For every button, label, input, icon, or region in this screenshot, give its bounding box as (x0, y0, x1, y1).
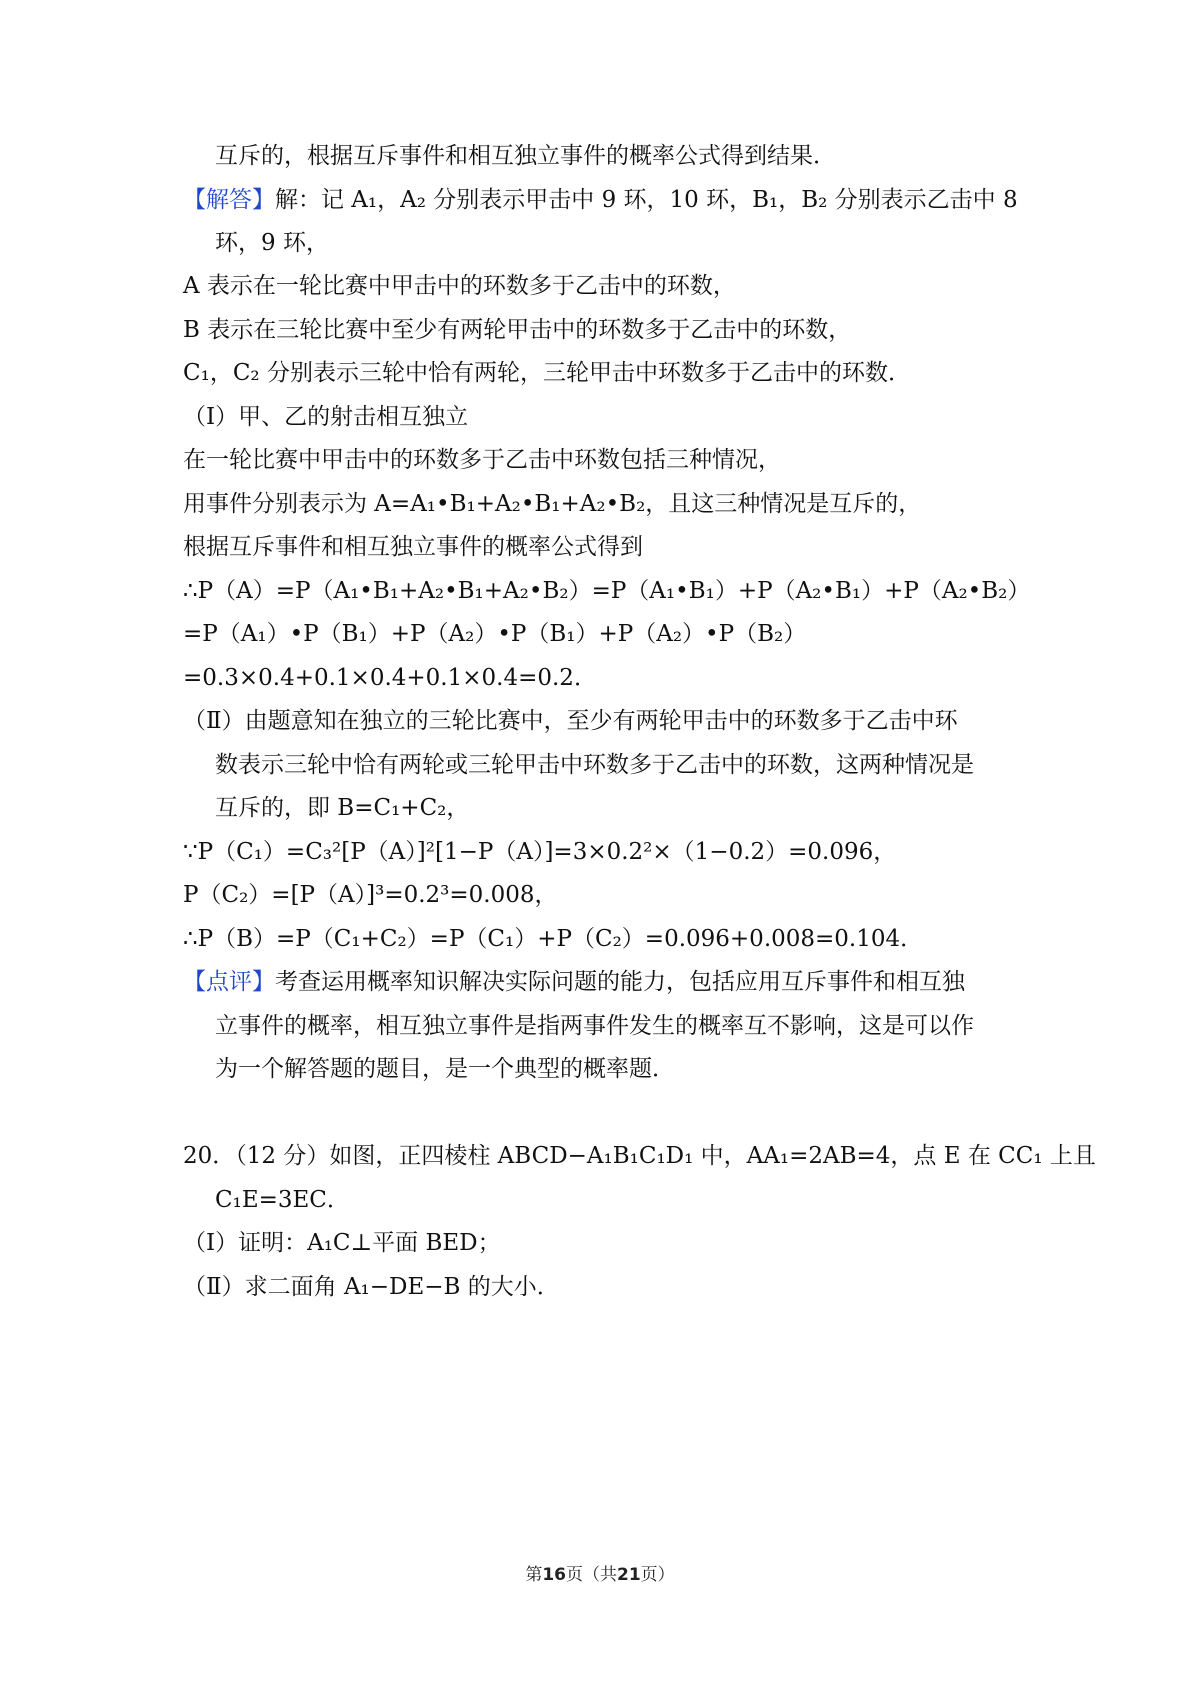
solution-line-8: 根据互斥事件和相互独立事件的概率公式得到 (183, 534, 643, 560)
comment-line-1: 【点评】考查运用概率知识解决实际问题的能力，包括应用互斥事件和相互独 (183, 969, 965, 995)
formula-line-5: P（C₂）=[P（A）]³=0.2³=0.008， (183, 882, 558, 908)
solution-tag: 【解答】 (183, 187, 275, 213)
formula-line-6: ∴P（B）=P（C₁+C₂）=P（C₁）+P（C₂）=0.096+0.008=0.104． (183, 926, 924, 952)
comment-tag: 【点评】 (183, 969, 275, 995)
solution-line-7: 用事件分别表示为 A=A₁•B₁+A₂•B₁+A₂•B₂，且这三种情况是互斥的， (183, 491, 922, 517)
analysis-continuation: 互斥的，根据互斥事件和相互独立事件的概率公式得到结果． (215, 143, 836, 169)
question-20-line-2: C₁E=3EC． (215, 1187, 350, 1213)
solution-line-1: 【解答】解：记 A₁，A₂ 分别表示甲击中 9 环，10 环，B₁，B₂ 分别表示乙击中 8 (183, 187, 1018, 213)
solution-line-4: B 表示在三轮比赛中至少有两轮甲击中的环数多于乙击中的环数， (183, 317, 852, 343)
current-page-number: 16 (542, 1565, 566, 1585)
formula-line-3: =0.3×0.4+0.1×0.4+0.1×0.4=0.2． (183, 665, 597, 691)
question-20-line-1: 20．（12 分）如图，正四棱柱 ABCD−A₁B₁C₁D₁ 中，AA₁=2AB=4，点 E 在 CC₁ 上且 (183, 1143, 1096, 1169)
part-2-line-2: 数表示三轮中恰有两轮或三轮甲击中环数多于乙击中的环数，这两种情况是 (215, 752, 974, 778)
solution-line-6: 在一轮比赛中甲击中的环数多于乙击中环数包括三种情况， (183, 447, 781, 473)
comment-line-2: 立事件的概率，相互独立事件是指两事件发生的概率互不影响，这是可以作 (215, 1013, 974, 1039)
total-page-number: 21 (617, 1565, 641, 1585)
part-1-heading: （Ⅰ）甲、乙的射击相互独立 (183, 404, 469, 430)
formula-line-2: =P（A₁）•P（B₁）+P（A₂）•P（B₁）+P（A₂）•P（B₂） (183, 621, 807, 647)
formula-line-1: ∴P（A）=P（A₁•B₁+A₂•B₁+A₂•B₂）=P（A₁•B₁）+P（A₂•B₁）+P（A₂•B₂） (183, 578, 1031, 604)
formula-line-4: ∵P（C₁）=C₃²[P（A）]²[1−P（A）]=3×0.2²×（1−0.2）=0.096， (183, 839, 897, 865)
part-2-line-3: 互斥的，即 B=C₁+C₂， (215, 795, 470, 821)
solution-line-2: 环，9 环， (215, 230, 329, 256)
solution-line-3: A 表示在一轮比赛中甲击中的环数多于乙击中的环数， (183, 273, 736, 299)
solution-line-5: C₁，C₂ 分别表示三轮中恰有两轮，三轮甲击中环数多于乙击中的环数． (183, 360, 911, 386)
question-20-part-2: （Ⅱ）求二面角 A₁−DE−B 的大小． (183, 1274, 560, 1300)
question-20-part-1: （Ⅰ）证明：A₁C⊥平面 BED； (183, 1230, 501, 1256)
page-footer: 第16页（共21页） (525, 1565, 675, 1585)
part-2-heading: （Ⅱ）由题意知在独立的三轮比赛中，至少有两轮甲击中的环数多于乙击中环 (183, 708, 958, 734)
comment-line-3: 为一个解答题的题目，是一个典型的概率题． (215, 1056, 675, 1082)
